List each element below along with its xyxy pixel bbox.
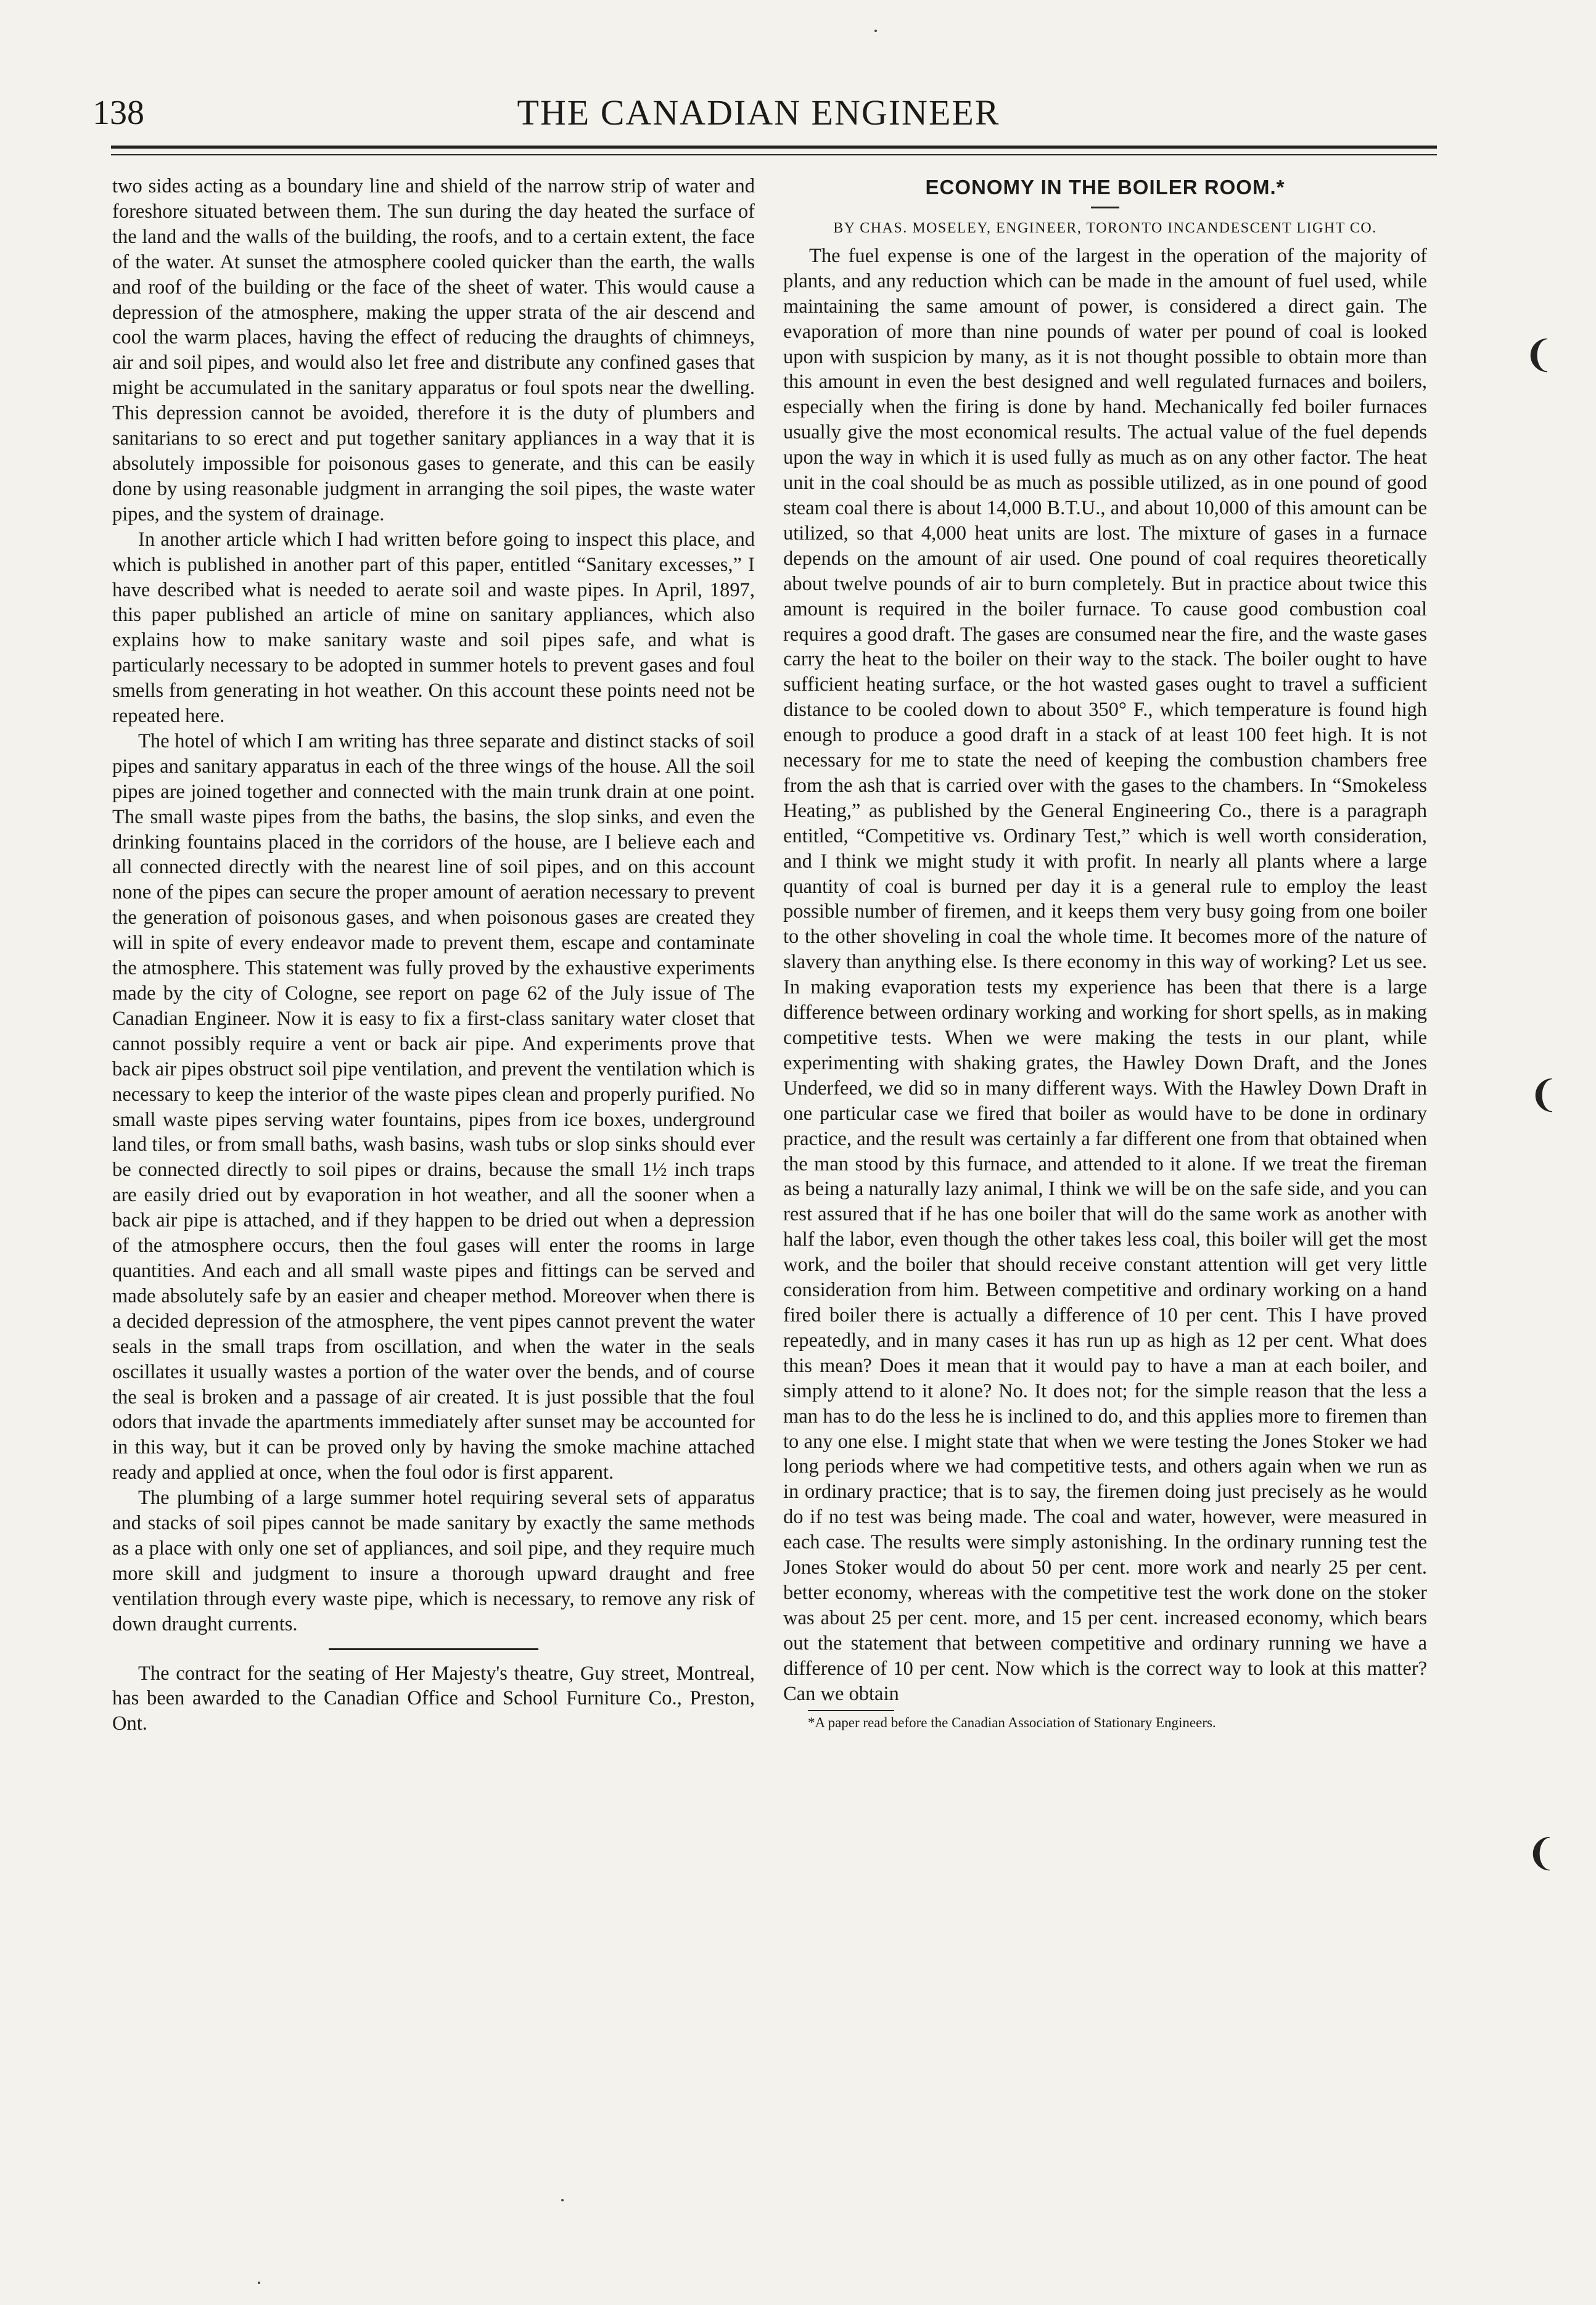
margin-mark-1: ❨ <box>1523 333 1555 376</box>
footnote-rule <box>808 1710 894 1711</box>
article-body: The fuel expense is one of the largest in the operation of the majority of plants, and any reduction which can be made in the amount of fuel used, while maintaining the same amount of power, is considered a direct gain. The evaporation of more than nine pounds of water per pound of coal is looked upon with suspicion by many, as it is not thought possible to obtain more than this amount in even the best designed and well regulated furnaces and boilers, especially when the firing is done by hand. Mechanically fed boiler furnaces usually give the most economical results. The actual value of the fuel depends upon the way in which it is used fully as much as on any other factor. The heat unit in the coal should be as much as possible utilized, as in one pound of good steam coal there is about 14,000 B.T.U., and about 10,000 of this amount can be utilized, so that 4,000 heat units are lost. The mixture of gases in a furnace depends on the amount of air used. One pound of coal requires theoretically about twelve pounds of air to burn completely. But in practice about twice this amount is required in the boiler furnace. To cause good combustion coal requires a good draft. The gases are consumed near the fire, and the waste gases carry the heat to the boiler on their way to the stack. The boiler ought to have sufficient heating surface, or the hot wasted gases ought to travel a sufficient distance to be cooled down to about 350° F., which temperature is found high enough to produce a good draft in a stack of at least 100 feet high. It is not necessary for me to state the need of keeping the combustion chambers free from the ash that is carried over with the gases to the chambers. In “Smokeless Heating,” as published by the General Engineering Co., there is a paragraph entitled, “Competitive vs. Ordinary Test,” which is well worth consideration, and I think we might study it with profit. In nearly all plants where a large quantity of coal is burned per day it is a general rule to employ the least possible number of firemen, and it keeps them very busy going from one boiler to the other shoveling in coal the whole time. It becomes more of the nature of slavery than anything else. Is there economy in this way of working? Let us see. In making evaporation tests my experience has been that there is a large difference between ordinary working and working for short spells, as in making competitive tests. When we were making the tests in our plant, while experimenting with shaking grates, the Hawley Down Draft, and the Jones Underfeed, we did so in many different ways. With the Hawley Down Draft in one particular case we fired that boiler as would have to be done in ordinary practice, and the result was certainly a far different one from that obtained when the man stood by this furnace, and attended to it alone. If we treat the fireman as being a naturally lazy animal, I think we will be on the safe side, and you can rest assured that if he has one boiler that will do the same work as another with half the labor, even though the other takes less coal, this boiler will get the most work, and the boiler that should receive constant attention will get very little consideration from him. Between competitive and ordinary working on a hand fired boiler there is actually a difference of 10 per cent. This I have proved repeatedly, and in many cases it has run up as high as 12 per cent. What does this mean? Does it mean that it would pay to have a man at each boiler, and simply attend to it alone? No. It does not; for the simple reason that the less a man has to do the less he is inclined to do, and this applies more to firemen than to any one else. I might state that when we were testing the Jones Stoker we had long periods where we had competitive tests, and others again when we run as in ordinary practice; that is to say, the firemen doing just precisely as he would do if no test was being made. The coal and water, however, were measured in each case. The results were simply astonishing. In the ordinary running test the Jones Stoker would do about 50 per cent. more work and nearly 25 per cent. better economy, whereas with the competitive test the work done on the stoker was about 25 per cent. more, and 15 per cent. increased economy, which bears out the statement that between competitive and ordinary running we have a difference of 10 per cent. Now which is the correct way to look at this matter? Can we obtain <box>783 244 1427 1705</box>
scan-speck <box>258 2282 260 2284</box>
page-number: 138 <box>93 94 144 132</box>
article-byline: BY CHAS. MOSELEY, ENGINEER, TORONTO INCANDESCENT LIGHT CO. <box>833 220 1377 236</box>
news-item: The contract for the seating of Her Majesty's theatre, Guy street, Montreal, has been awarded to the Canadian Office and School Furniture Co., Preston, Ont. <box>112 1662 755 1735</box>
right-column <box>783 174 1427 1732</box>
journal-title: THE CANADIAN ENGINEER <box>517 92 1000 133</box>
header-rule-thick <box>111 146 1437 149</box>
left-column <box>112 174 755 1736</box>
footnote: *A paper read before the Canadian Association of Stationary Engineers. <box>808 1715 1216 1731</box>
scan-speck <box>874 30 877 32</box>
margin-mark-2: ❨ <box>1528 1073 1560 1116</box>
header-rule-thin <box>111 154 1437 155</box>
margin-mark-3: ❨ <box>1526 1831 1557 1875</box>
page-header <box>93 91 1425 134</box>
left-paragraph-2: In another article which I had written before going to inspect this place, and which is published in another part of this paper, entitled “Sanitary excesses,” I have described what is needed to aerate soil and waste pipes. In April, 1897, this paper published an article of mine on sanitary appliances, which also explains how to make sanitary waste and soil pipes safe, and what is particularly necessary to be adopted in summer hotels to prevent gases and foul smells from generating in hot weather. On this account these points need not be repeated here. <box>112 528 755 728</box>
left-paragraph-3: The hotel of which I am writing has three separate and distinct stacks of soil pipes and sanitary apparatus in each of the three wings of the house. All the soil pipes are joined together and connected with the main trunk drain at one point. The small waste pipes from the baths, the basins, the slop sinks, and even the drinking fountains placed in the corridors of the house, are I believe each and all connected directly with the nearest line of soil pipes, and on this account none of the pipes can secure the proper amount of aeration necessary to prevent the generation of poisonous gases, and when poisonous gases are created they will in spite of every endeavor made to prevent them, escape and contaminate the atmosphere. This statement was fully proved by the exhaustive experiments made by the city of Cologne, see report on page 62 of the July issue of The Canadian Engineer. Now it is easy to fix a first-class sanitary water closet that cannot possibly require a vent or back air pipe. And experiments prove that back air pipes obstruct soil pipe ventilation, and prevent the ventilation which is necessary to keep the interior of the waste pipes clean and properly purified. No small waste pipes serving water fountains, pipes from ice boxes, underground land tiles, or from small baths, wash basins, wash tubs or slop sinks should ever be connected directly to soil pipes or drains, because the small 1½ inch traps are easily dried out by evaporation in hot weather, and all the sooner when a back air pipe is attached, and if they happen to be dried out when a depression of the atmosphere occurs, then the foul gases will enter the rooms in large quantities. And each and all small waste pipes and fittings can be served and made absolutely safe by an easier and cheaper method. Moreover when there is a decided depression of the atmosphere, the vent pipes cannot prevent the water seals in the small traps from oscillation, and when the water in the seals oscillates it usually wastes a portion of the water over the bends, and of course the seal is broken and a passage of air created. It is just possible that the foul odors that invade the apartments immediately after sunset may be accounted for in this way, but it can be proved only by having the smoke machine attached ready and applied at once, when the foul odor is first apparent. <box>112 729 755 1484</box>
section-divider <box>329 1648 538 1650</box>
article-title: ECONOMY IN THE BOILER ROOM.* <box>925 176 1285 199</box>
title-rule <box>1091 207 1119 208</box>
left-paragraph-1: two sides acting as a boundary line and shield of the narrow strip of water and foreshore situated between them. The sun during the day heated the surface of the land and the walls of the building, the roofs, and to a certain extent, the face of the water. At sunset the atmosphere cooled quicker than the earth, the walls and roof of the building or the face of the sheet of water. This would cause a depression of the atmosphere, making the upper strata of the air descend and cool the warm places, having the effect of reducing the draughts of chimneys, air and soil pipes, and would also let free and distribute any confined gases that might be accumulated in the sanitary apparatus or foul spots near the dwelling. This depression cannot be avoided, therefore it is the duty of plumbers and sanitarians to so erect and put together sanitary appliances in a way that it is absolutely impossible for poisonous gases to generate, and this can be easily done by using reasonable judgment in arranging the soil pipes, the waste water pipes, and the system of drainage. <box>112 175 755 525</box>
scan-speck <box>561 2199 564 2201</box>
left-paragraph-4: The plumbing of a large summer hotel requiring several sets of apparatus and stacks of soil pipes cannot be made sanitary by exactly the same methods as a place with only one set of appliances, and soil pipe, and they require much more skill and judgment to insure a thorough upward draught and free ventilation through every waste pipe, which is necessary, to remove any risk of down draught currents. <box>112 1487 755 1635</box>
